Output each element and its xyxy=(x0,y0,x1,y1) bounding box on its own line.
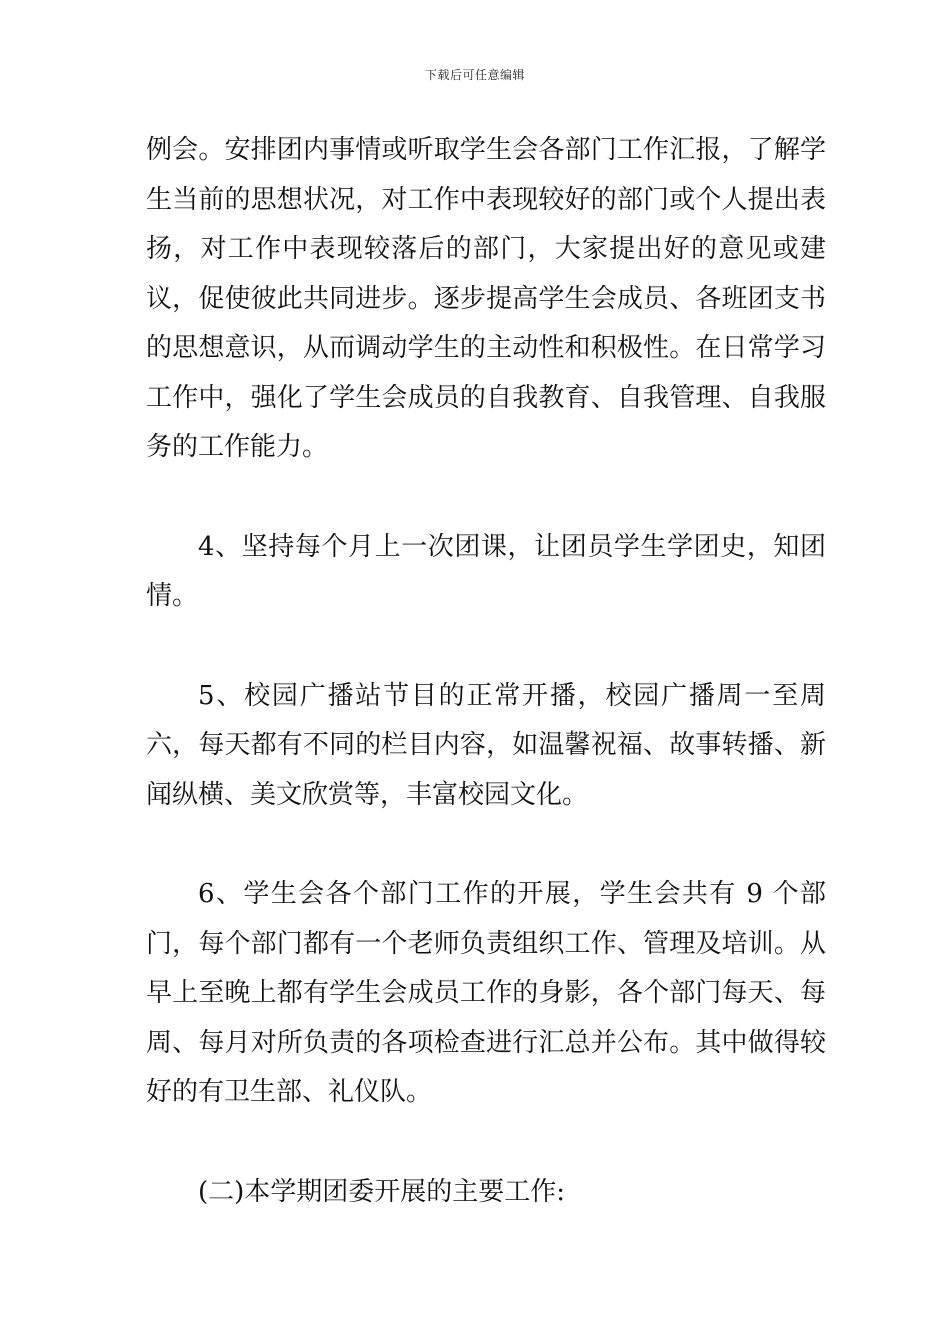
paragraph-meeting: 例会。安排团内事情或听取学生会各部门工作汇报，了解学生当前的思想状况，对工作中表现较好的部门或个人提出表扬，对工作中表现较落后的部门，大家提出好的意见或建议，促使彼此共同进步。逐步提高学生会成员、各班团支书的思想意识，从而调动学生的主动性和积极性。在日常学习工作中，强化了学生会成员的自我教育、自我管理、自我服务的工作能力。 xyxy=(146,135,826,462)
paragraph-gap xyxy=(146,622,826,672)
paragraph-gap xyxy=(146,820,826,870)
paragraph-gap xyxy=(146,473,826,523)
section-heading: (二)本学期团委开展的主要工作: xyxy=(198,1176,566,1207)
paragraph-item-5: 5、校园广播站节目的正常开播，校园广播周一至周六，每天都有不同的栏目内容，如温馨祝福、故事转播、新闻纵横、美文欣赏等，丰富校园文化。 xyxy=(146,680,826,810)
document-body xyxy=(146,126,826,1217)
paragraph-item-4: 4、坚持每个月上一次团课，让团员学生学团史，知团情。 xyxy=(146,531,826,611)
page-header: 下载后可任意编辑 xyxy=(424,68,525,82)
paragraph-item-6: 6、学生会各个部门工作的开展，学生会共有 9 个部门，每个部门都有一个老师负责组织工作、管理及培训。从早上至晚上都有学生会成员工作的身影，各个部门每天、每周、每月对所负责的各项检查进行汇总并公布。其中做得较好的有卫生部、礼仪队。 xyxy=(146,879,826,1107)
paragraph-gap xyxy=(146,1118,826,1168)
